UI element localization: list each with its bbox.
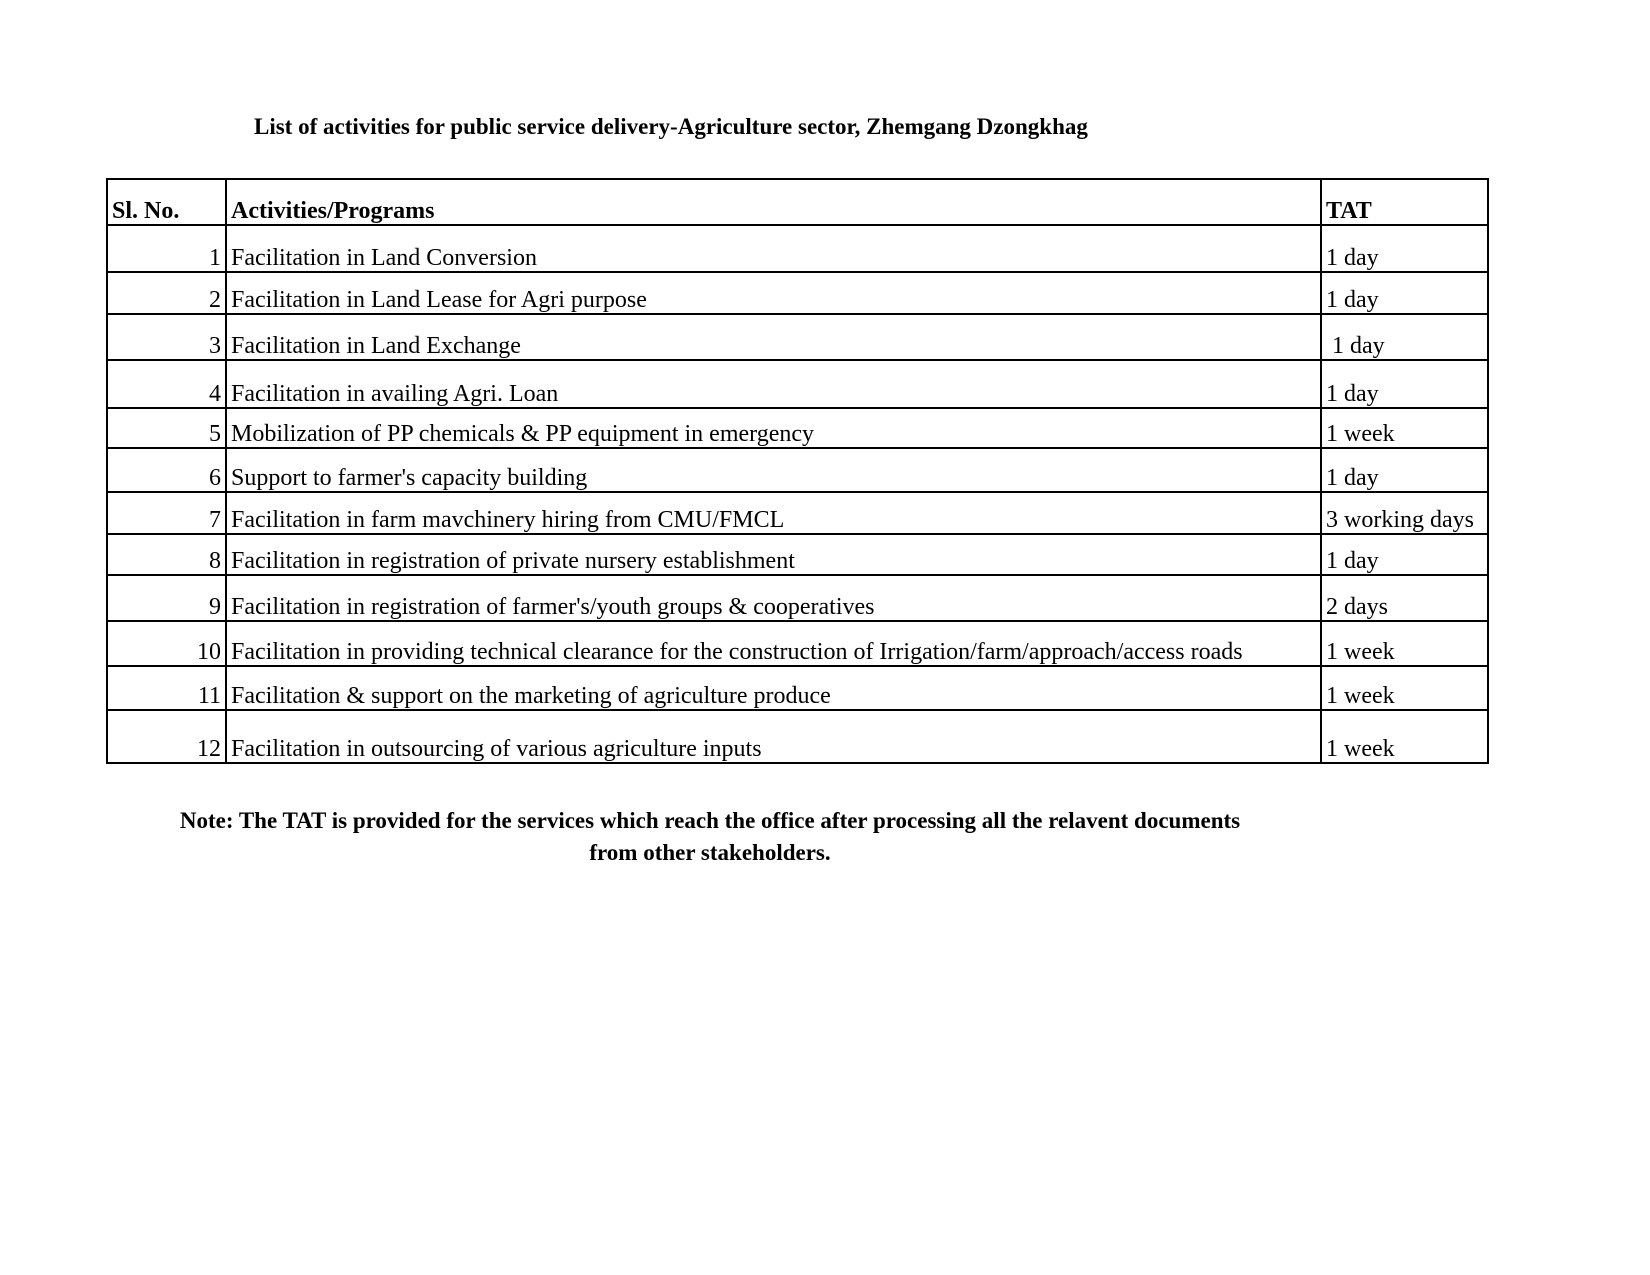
row-sl-no: 1 xyxy=(107,225,226,272)
row-sl-no: 8 xyxy=(107,534,226,575)
row-sl-no: 5 xyxy=(107,408,226,448)
row-tat: 1 day xyxy=(1321,534,1488,575)
row-sl-no: 12 xyxy=(107,710,226,763)
activities-table xyxy=(106,178,1489,764)
row-activity: Facilitation in farm mavchinery hiring from CMU/FMCL xyxy=(226,492,1321,534)
row-tat: 1 day xyxy=(1321,360,1488,408)
header-sl-no: Sl. No. xyxy=(107,179,226,225)
header-tat: TAT xyxy=(1321,179,1488,225)
row-tat: 3 working days xyxy=(1321,492,1488,534)
row-activity: Facilitation in Land Conversion xyxy=(226,225,1321,272)
table-row xyxy=(107,666,1488,710)
row-activity: Facilitation in providing technical clearance for the construction of Irrigation/farm/approach/access roads xyxy=(226,621,1321,666)
row-sl-no: 11 xyxy=(107,666,226,710)
row-activity: Mobilization of PP chemicals & PP equipment in emergency xyxy=(226,408,1321,448)
table-row xyxy=(107,314,1488,360)
row-activity: Facilitation in availing Agri. Loan xyxy=(226,360,1321,408)
table-row xyxy=(107,408,1488,448)
row-activity: Facilitation in Land Lease for Agri purpose xyxy=(226,272,1321,314)
row-tat: 1 day xyxy=(1321,272,1488,314)
table-header-row xyxy=(107,179,1488,225)
row-sl-no: 2 xyxy=(107,272,226,314)
table-row xyxy=(107,360,1488,408)
row-sl-no: 3 xyxy=(107,314,226,360)
row-activity: Facilitation in registration of farmer's/youth groups & cooperatives xyxy=(226,575,1321,621)
row-tat: 1 week xyxy=(1321,666,1488,710)
footnote-line-1: Note: The TAT is provided for the services which reach the office after processing all the relavent documents xyxy=(179,808,1241,833)
row-activity: Support to farmer's capacity building xyxy=(226,448,1321,492)
footnote xyxy=(110,805,1310,869)
table-row xyxy=(107,710,1488,763)
document-title: List of activities for public service delivery-Agriculture sector, Zhemgang Dzongkhag xyxy=(254,114,1088,139)
table-row xyxy=(107,492,1488,534)
row-activity: Facilitation in Land Exchange xyxy=(226,314,1321,360)
row-tat: 1 day xyxy=(1321,314,1488,360)
table-row xyxy=(107,225,1488,272)
header-activities: Activities/Programs xyxy=(226,179,1321,225)
row-activity: Facilitation in outsourcing of various agriculture inputs xyxy=(226,710,1321,763)
table-row xyxy=(107,272,1488,314)
row-tat: 1 week xyxy=(1321,621,1488,666)
row-tat: 1 week xyxy=(1321,710,1488,763)
row-tat: 1 day xyxy=(1321,448,1488,492)
row-tat: 1 week xyxy=(1321,408,1488,448)
row-tat: 2 days xyxy=(1321,575,1488,621)
table-row xyxy=(107,534,1488,575)
row-tat: 1 day xyxy=(1321,225,1488,272)
row-sl-no: 9 xyxy=(107,575,226,621)
row-sl-no: 4 xyxy=(107,360,226,408)
footnote-line-2: from other stakeholders. xyxy=(589,840,831,865)
row-activity: Facilitation in registration of private nursery establishment xyxy=(226,534,1321,575)
row-sl-no: 10 xyxy=(107,621,226,666)
row-sl-no: 6 xyxy=(107,448,226,492)
table-row xyxy=(107,575,1488,621)
table-row xyxy=(107,448,1488,492)
row-activity: Facilitation & support on the marketing of agriculture produce xyxy=(226,666,1321,710)
row-sl-no: 7 xyxy=(107,492,226,534)
table-row xyxy=(107,621,1488,666)
